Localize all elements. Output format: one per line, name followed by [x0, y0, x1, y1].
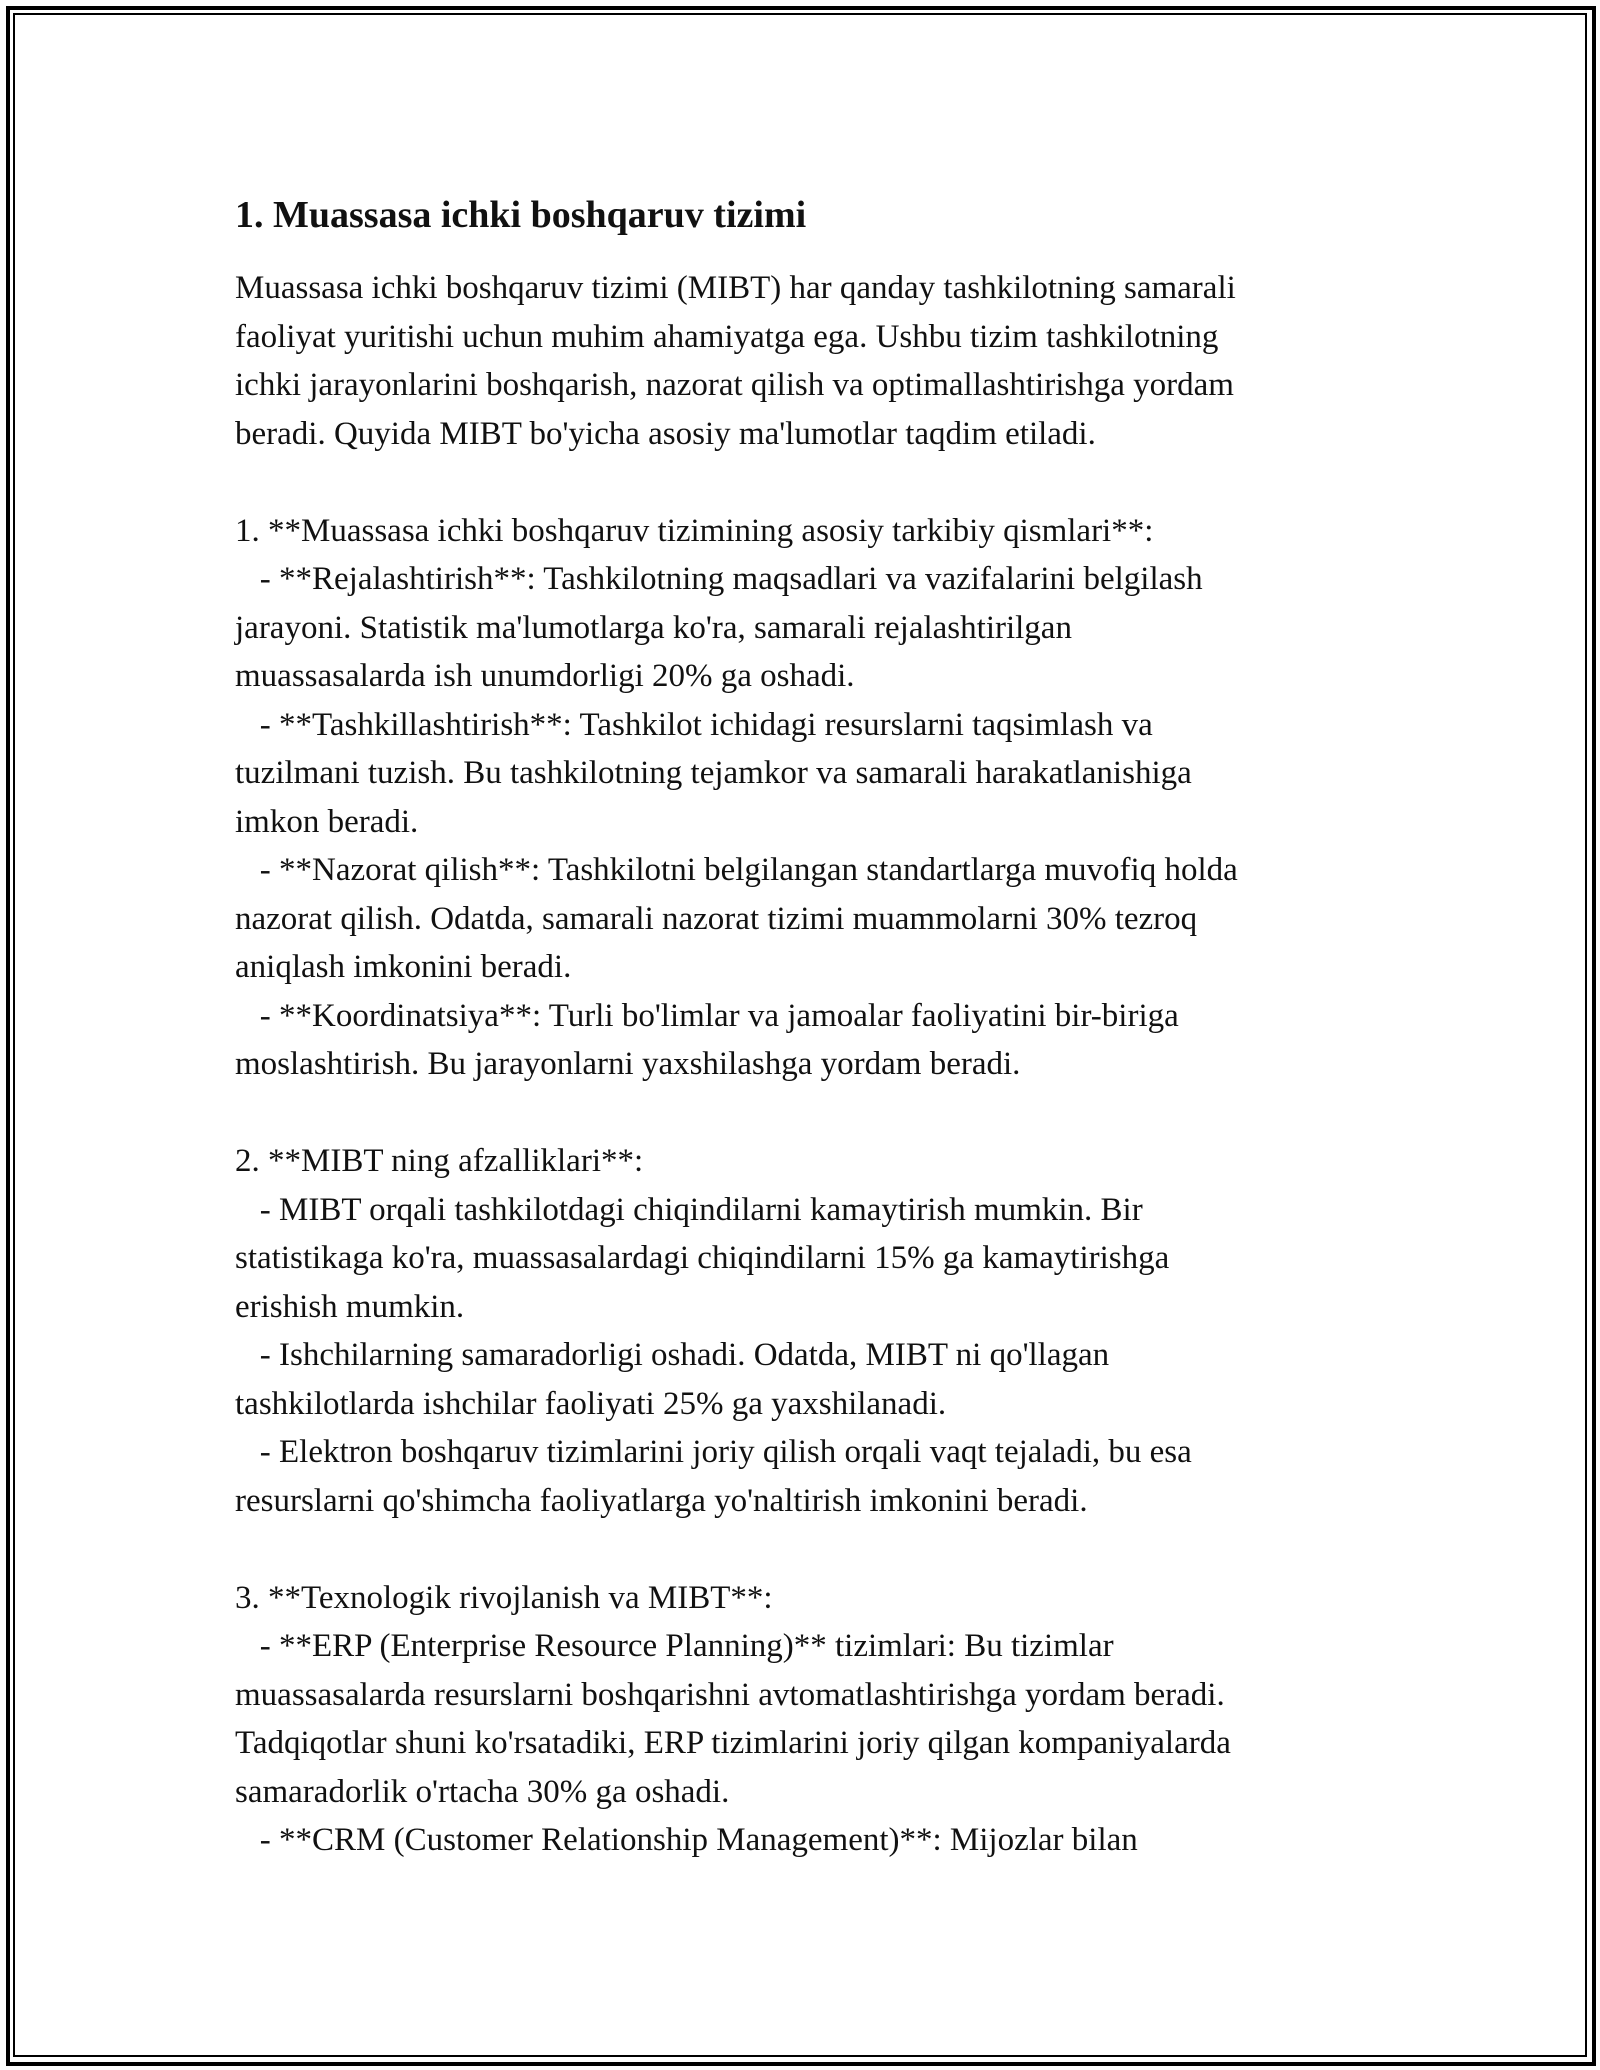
- text-line: faoliyat yuritishi uchun muhim ahamiyatga ega. Ushbu tizim tashkilotning: [235, 318, 1219, 355]
- section-heading: 1. Muassasa ichki boshqaruv tizimi: [235, 194, 807, 236]
- text-line: Tadqiqotlar shuni ko'rsatadiki, ERP tizimlarini joriy qilgan kompaniyalarda: [235, 1725, 1231, 1761]
- text-line: nazorat qilish. Odatda, samarali nazorat tizimi muammolarni 30% tezroq: [235, 900, 1198, 937]
- text-line: tashkilotlarda ishchilar faoliyati 25% ga yaxshilanadi.: [235, 1385, 947, 1422]
- text-line: - MIBT orqali tashkilotdagi chiqindilarni kamaytirish mumkin. Bir: [235, 1191, 1143, 1228]
- blank-line: [235, 1525, 1375, 1574]
- text-line: - **CRM (Customer Relationship Management)**: Mijozlar bilan: [235, 1822, 1138, 1858]
- text-line: 3. **Texnologik rivojlanish va MIBT**:: [235, 1579, 773, 1616]
- text-line: ichki jarayonlarini boshqarish, nazorat qilish va optimallashtirishga yordam: [235, 367, 1234, 403]
- text-line: Muassasa ichki boshqaruv tizimi (MIBT) har qanday tashkilotning samarali: [235, 270, 1236, 306]
- text-line: - **ERP (Enterprise Resource Planning)** tizimlari: Bu tizimlar: [235, 1628, 1114, 1664]
- text-line: moslashtirish. Bu jarayonlarni yaxshilashga yordam beradi.: [235, 1046, 1021, 1082]
- blank-line: [235, 458, 1375, 507]
- text-line: - Ishchilarning samaradorligi oshadi. Odatda, MIBT ni qo'llagan: [235, 1337, 1110, 1373]
- text-line: imkon beradi.: [235, 803, 419, 840]
- text-line: 2. **MIBT ning afzalliklari**:: [235, 1143, 644, 1179]
- text-line: resurslarni qo'shimcha faoliyatlarga yo'naltirish imkonini beradi.: [235, 1482, 1088, 1519]
- text-line: aniqlash imkonini beradi.: [235, 949, 572, 985]
- text-line: erishish mumkin.: [235, 1288, 465, 1325]
- text-line: statistikaga ko'ra, muassasalardagi chiqindilarni 15% ga kamaytirishga: [235, 1240, 1170, 1276]
- text-line: 1. **Muassasa ichki boshqaruv tizimining asosiy tarkibiy qismlari**:: [235, 512, 1154, 549]
- document-body: [235, 186, 1375, 1865]
- text-line: - Elektron boshqaruv tizimlarini joriy qilish orqali vaqt tejaladi, bu esa: [235, 1434, 1192, 1470]
- paragraph-lines: [235, 264, 1375, 1865]
- text-line: samaradorlik o'rtacha 30% ga oshadi.: [235, 1773, 730, 1810]
- text-line: - **Rejalashtirish**: Tashkilotning maqsadlari va vazifalarini belgilash: [235, 561, 1203, 597]
- text-line: tuzilmani tuzish. Bu tashkilotning tejamkor va samarali harakatlanishiga: [235, 755, 1192, 791]
- blank-line: [235, 1089, 1375, 1138]
- text-line: - **Tashkillashtirish**: Tashkilot ichidagi resurslarni taqsimlash va: [235, 706, 1153, 743]
- text-line: muassasalarda ish unumdorligi 20% ga oshadi.: [235, 658, 855, 694]
- text-line: jarayoni. Statistik ma'lumotlarga ko'ra, samarali rejalashtirilgan: [235, 609, 1072, 646]
- text-line: beradi. Quyida MIBT bo'yicha asosiy ma'lumotlar taqdim etiladi.: [235, 415, 1096, 452]
- text-line: muassasalarda resurslarni boshqarishni avtomatlashtirishga yordam beradi.: [235, 1676, 1225, 1713]
- text-line: - **Nazorat qilish**: Tashkilotni belgilangan standartlarga muvofiq holda: [235, 852, 1238, 888]
- text-line: - **Koordinatsiya**: Turli bo'limlar va jamoalar faoliyatini bir-biriga: [235, 997, 1179, 1034]
